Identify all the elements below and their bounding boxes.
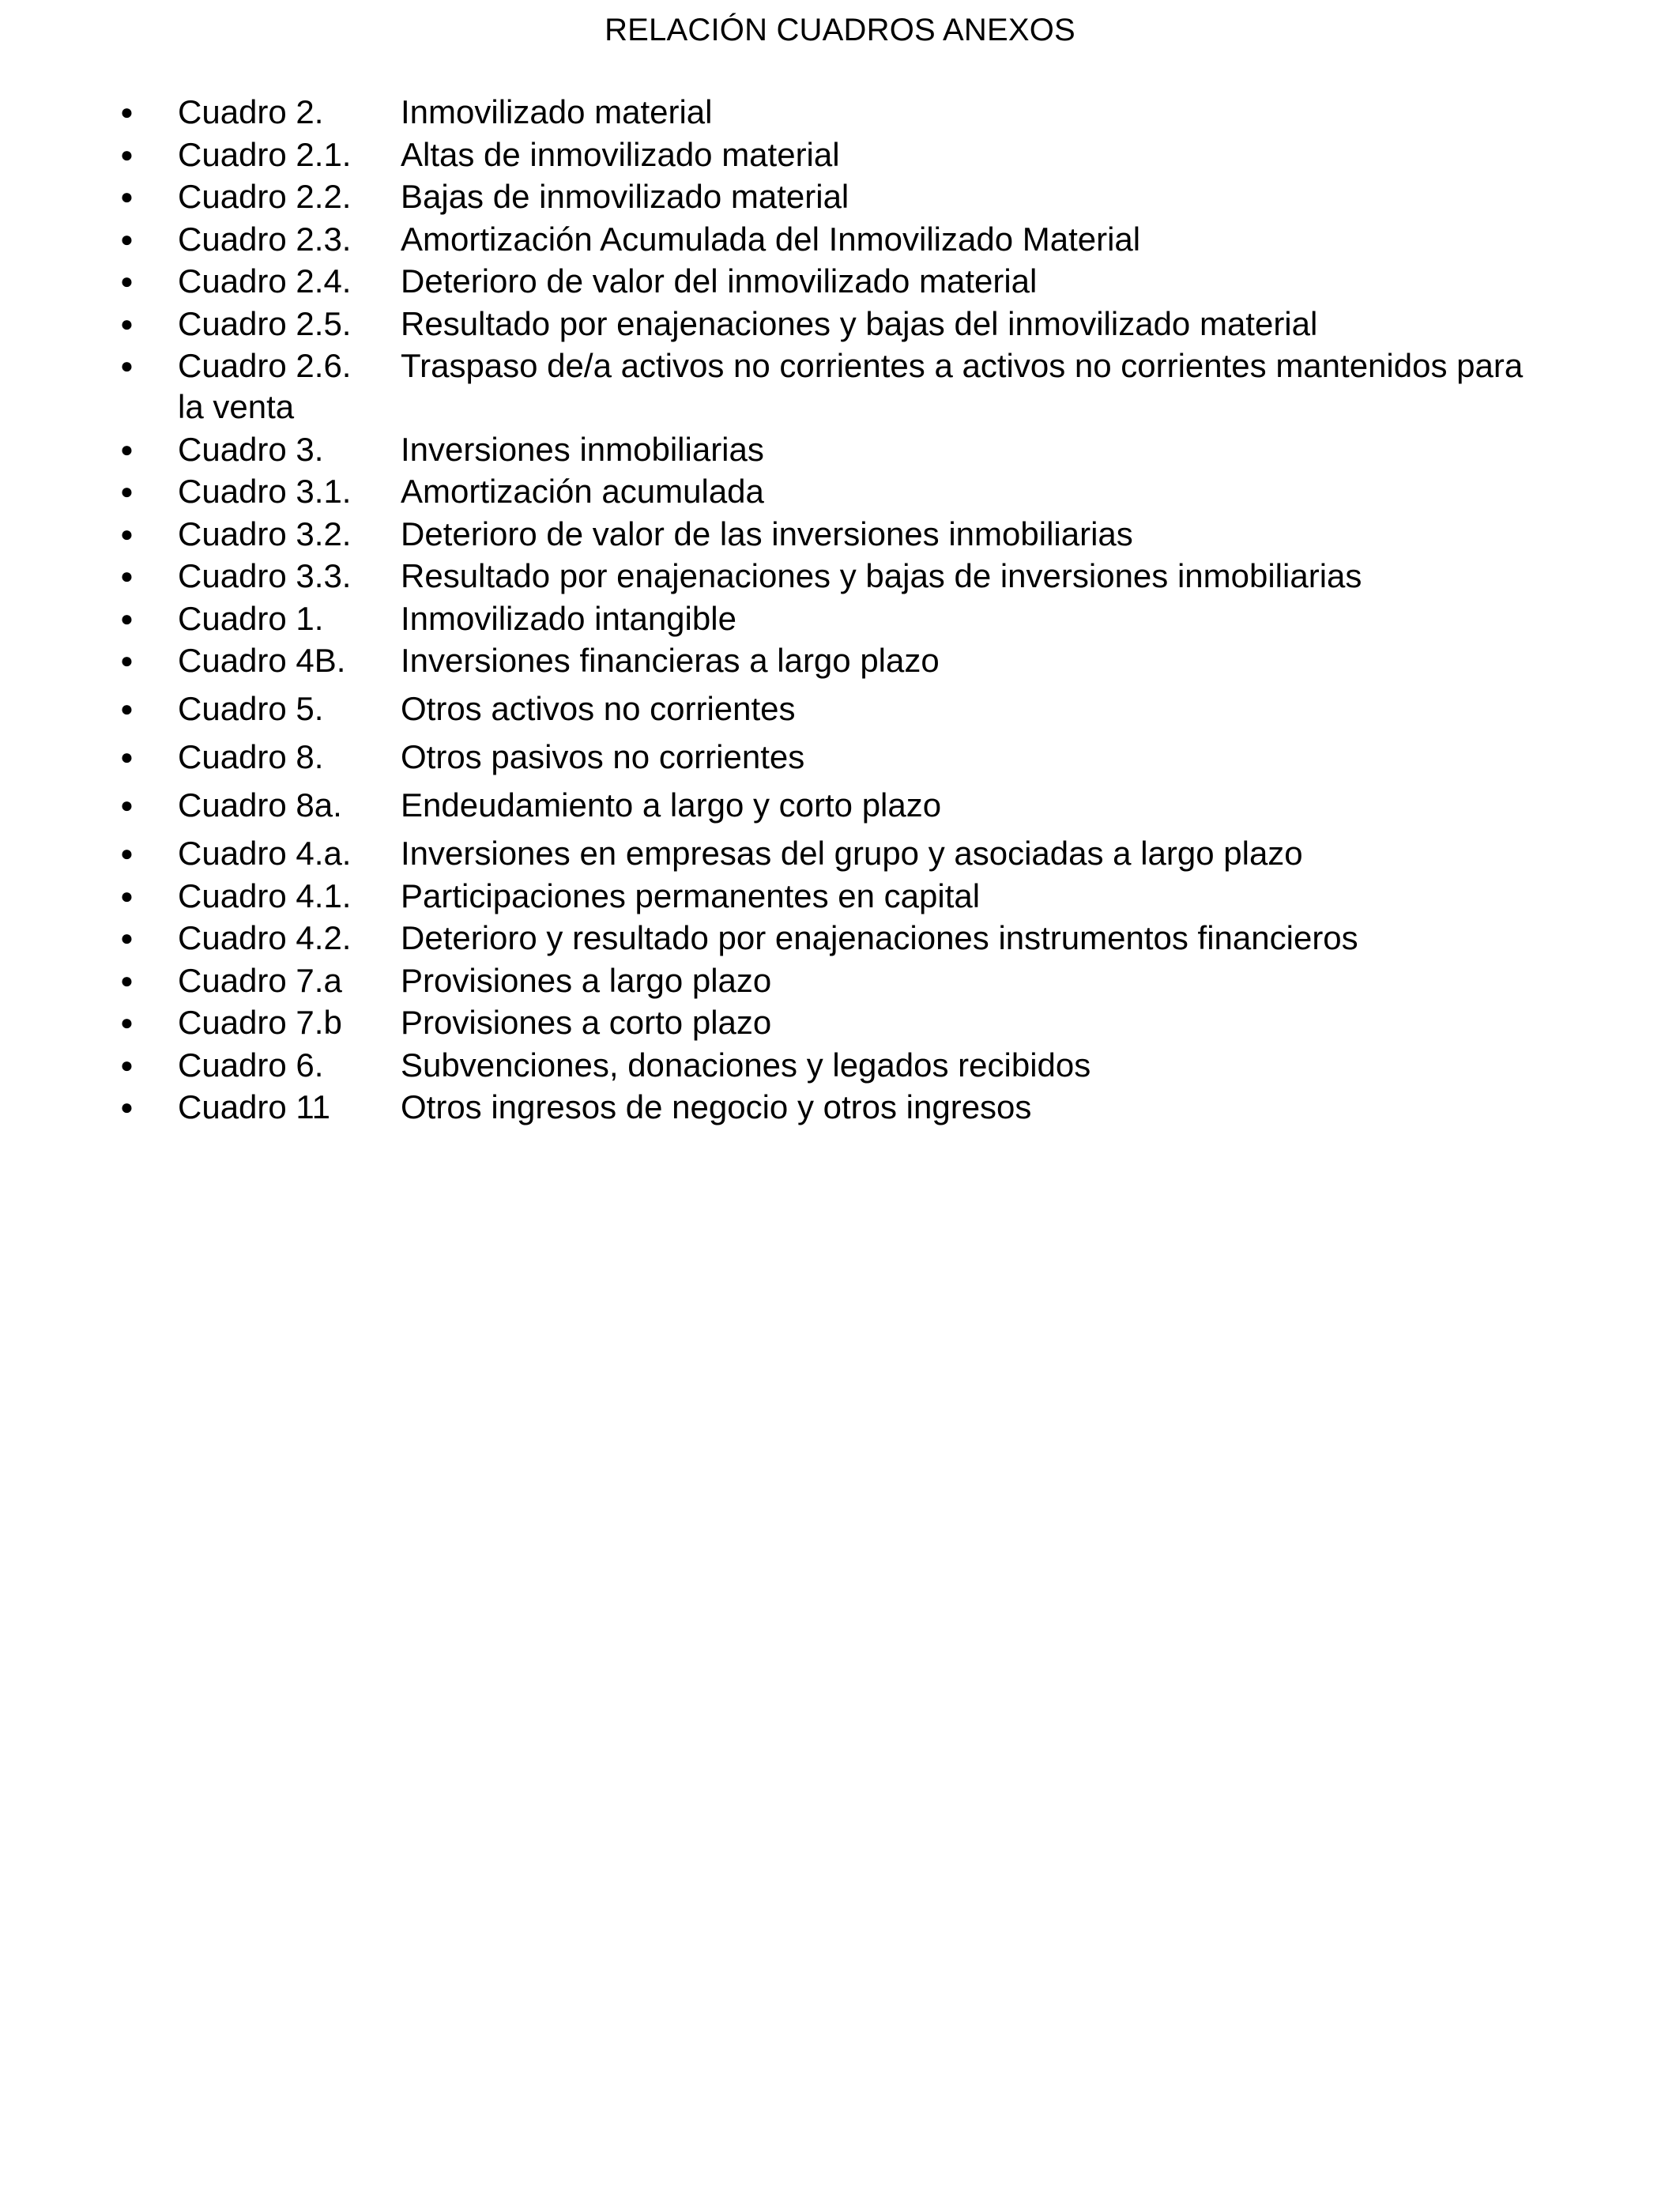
item-code: Cuadro 2. [178,93,324,130]
item-description: Resultado por enajenaciones y bajas de inversiones inmobiliarias [401,557,1362,594]
list-item [0,471,1680,512]
item-description: Otros activos no corrientes [401,690,796,727]
list-item [0,176,1680,217]
bullet-icon: ● [120,605,134,631]
item-description: Inversiones financieras a largo plazo [401,642,940,679]
item-code: Cuadro 2.1. [178,135,352,173]
item-description: Deterioro y resultado por enajenaciones instrumentos financieros [401,919,1358,956]
item-code: Cuadro 4.a. [178,835,352,872]
item-code: Cuadro 6. [178,1046,324,1084]
list-item [0,92,1680,133]
item-code: Cuadro 8a. [178,786,342,824]
item-code: Cuadro 7.a [178,961,342,999]
bullet-icon: ● [120,184,134,209]
list-item [0,429,1680,470]
list-item [0,345,1680,428]
item-description: Subvenciones, donaciones y legados recibidos [401,1046,1091,1084]
list-item [0,918,1680,959]
bullet-icon: ● [120,967,134,993]
item-code: Cuadro 3. [178,430,324,468]
list-item [0,556,1680,597]
bullet-icon: ● [120,1052,134,1077]
item-code: Cuadro 2.3. [178,220,352,258]
list-item [0,688,1680,729]
bullet-icon: ● [120,745,134,769]
bullet-icon: ● [120,883,134,908]
list-item [0,737,1680,778]
list-item [0,514,1680,555]
item-description: Otros pasivos no corrientes [401,738,805,775]
bullet-icon: ● [120,100,134,124]
item-description: Inmovilizado material [401,93,713,130]
item-description: Deterioro de valor de las inversiones inmobiliarias [401,515,1133,552]
bullet-icon: ● [120,141,134,167]
item-code: Cuadro 8. [178,738,324,775]
item-description: Provisiones a corto plazo [401,1004,772,1041]
list-item [0,833,1680,874]
bullet-icon: ● [120,311,134,336]
item-description: Amortización acumulada [401,473,764,510]
item-code: Cuadro 2.5. [178,304,352,342]
item-description: Participaciones permanentes en capital [401,876,981,914]
bullet-icon: ● [120,1095,134,1119]
bullet-icon: ● [120,436,134,462]
list-item [0,1045,1680,1086]
item-description: Inversiones inmobiliarias [401,430,764,468]
bullet-icon: ● [120,841,134,865]
list-item [0,303,1680,345]
bullet-icon: ● [120,925,134,950]
item-code: Cuadro 2.4. [178,262,352,300]
item-description: Endeudamiento a largo y corto plazo [401,786,942,824]
item-description-continuation: la venta [178,388,295,425]
bullet-icon: ● [120,1010,134,1035]
list-item [0,219,1680,260]
bullet-icon: ● [120,479,134,503]
item-description: Bajas de inmovilizado material [401,178,849,215]
item-description: Inmovilizado intangible [401,599,736,637]
item-code: Cuadro 3.1. [178,473,352,510]
bullet-icon: ● [120,353,134,378]
item-code: Cuadro 2.6. [178,347,352,384]
list-item [0,261,1680,302]
list-item [0,134,1680,175]
list-item [0,876,1680,917]
item-code: Cuadro 3.2. [178,515,352,552]
item-description: Altas de inmovilizado material [401,135,840,173]
list-item [0,1002,1680,1043]
bullet-icon: ● [120,226,134,251]
item-description: Traspaso de/a activos no corrientes a activos no corrientes mantenidos para [401,347,1524,384]
list-item [0,785,1680,826]
bullet-icon: ● [120,521,134,546]
bullet-icon: ● [120,269,134,293]
item-code: Cuadro 5. [178,690,324,727]
bullet-icon: ● [120,793,134,817]
item-description: Resultado por enajenaciones y bajas del inmovilizado material [401,304,1318,342]
item-description: Otros ingresos de negocio y otros ingresos [401,1088,1032,1125]
list-item [0,640,1680,681]
item-code: Cuadro 4B. [178,642,346,679]
item-description: Inversiones en empresas del grupo y asociadas a largo plazo [401,835,1303,872]
bullet-icon: ● [120,648,134,673]
item-code: Cuadro 1. [178,599,324,637]
bullet-icon: ● [120,696,134,721]
item-code: Cuadro 3.3. [178,557,352,594]
bullet-icon: ● [120,564,134,588]
item-description: Provisiones a largo plazo [401,961,772,999]
item-description: Amortización Acumulada del Inmovilizado Material [401,220,1141,258]
item-code: Cuadro 4.2. [178,919,352,956]
item-code: Cuadro 2.2. [178,178,352,215]
list-item [0,960,1680,1001]
list-item [0,1087,1680,1128]
item-code: Cuadro 4.1. [178,876,352,914]
page-title: RELACIÓN CUADROS ANEXOS [605,13,1075,47]
item-code: Cuadro 7.b [178,1004,342,1041]
list-item [0,598,1680,639]
annex-list [0,92,1680,1129]
item-description: Deterioro de valor del inmovilizado material [401,262,1038,300]
item-code: Cuadro 11 [178,1088,331,1125]
